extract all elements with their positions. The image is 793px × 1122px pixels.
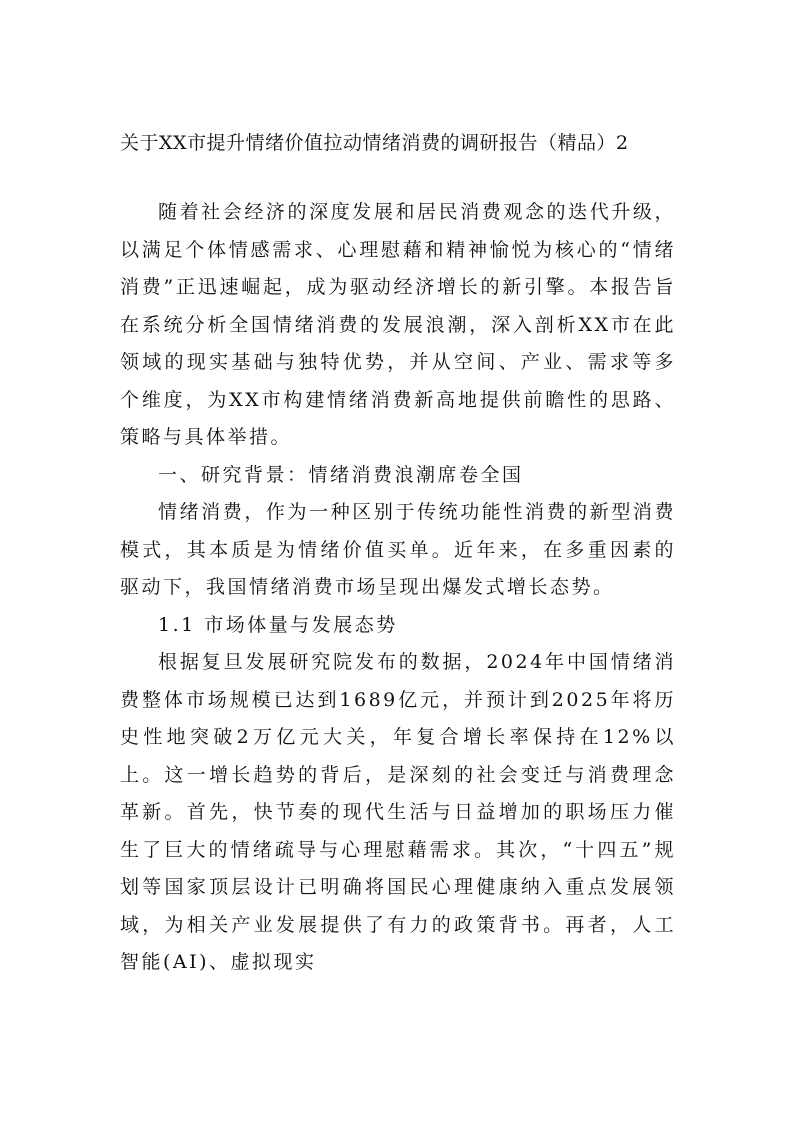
document-title: 关于XX市提升情绪价值拉动情绪消费的调研报告（精品）2	[120, 132, 629, 154]
subsection-heading-1-1: 1.1 市场体量与发展态势	[158, 613, 398, 636]
subsection-1-1-paragraph: 根据复旦发展研究院发布的数据，2024年中国情绪消费整体市场规模已达到1689亿元，并预计到2025年将历史性地突破2万亿元大关，年复合增长率保持在12%以上。这一增长趋势的背后，是深刻的社会变迁与消费理念革新。首先，快节奏的现代生活与日益增加的职场压力催生了巨大的情绪疏导与心理慰藉需求。其次，“十四五”规划等国家顶层设计已明确将国民心理健康纳入重点发展领域，为相关产业发展提供了有力的政策背书。再者，人工智能(AI)、虚拟现实	[120, 651, 676, 973]
document-body	[120, 194, 676, 982]
section-heading-1: 一、研究背景：情绪消费浪潮席卷全国	[158, 463, 524, 486]
intro-paragraph: 随着社会经济的深度发展和居民消费观念的迭代升级，以满足个体情感需求、心理慰藉和精神愉悦为核心的“情绪消费”正迅速崛起，成为驱动经济增长的新引擎。本报告旨在系统分析全国情绪消费的发展浪潮，深入剖析XX市在此领域的现实基础与独特优势，并从空间、产业、需求等多个维度，为XX市构建情绪消费新高地提供前瞻性的思路、策略与具体举措。	[120, 201, 676, 448]
section-1-paragraph: 情绪消费，作为一种区别于传统功能性消费的新型消费模式，其本质是为情绪价值买单。近年来，在多重因素的驱动下，我国情绪消费市场呈现出爆发式增长态势。	[120, 501, 676, 598]
